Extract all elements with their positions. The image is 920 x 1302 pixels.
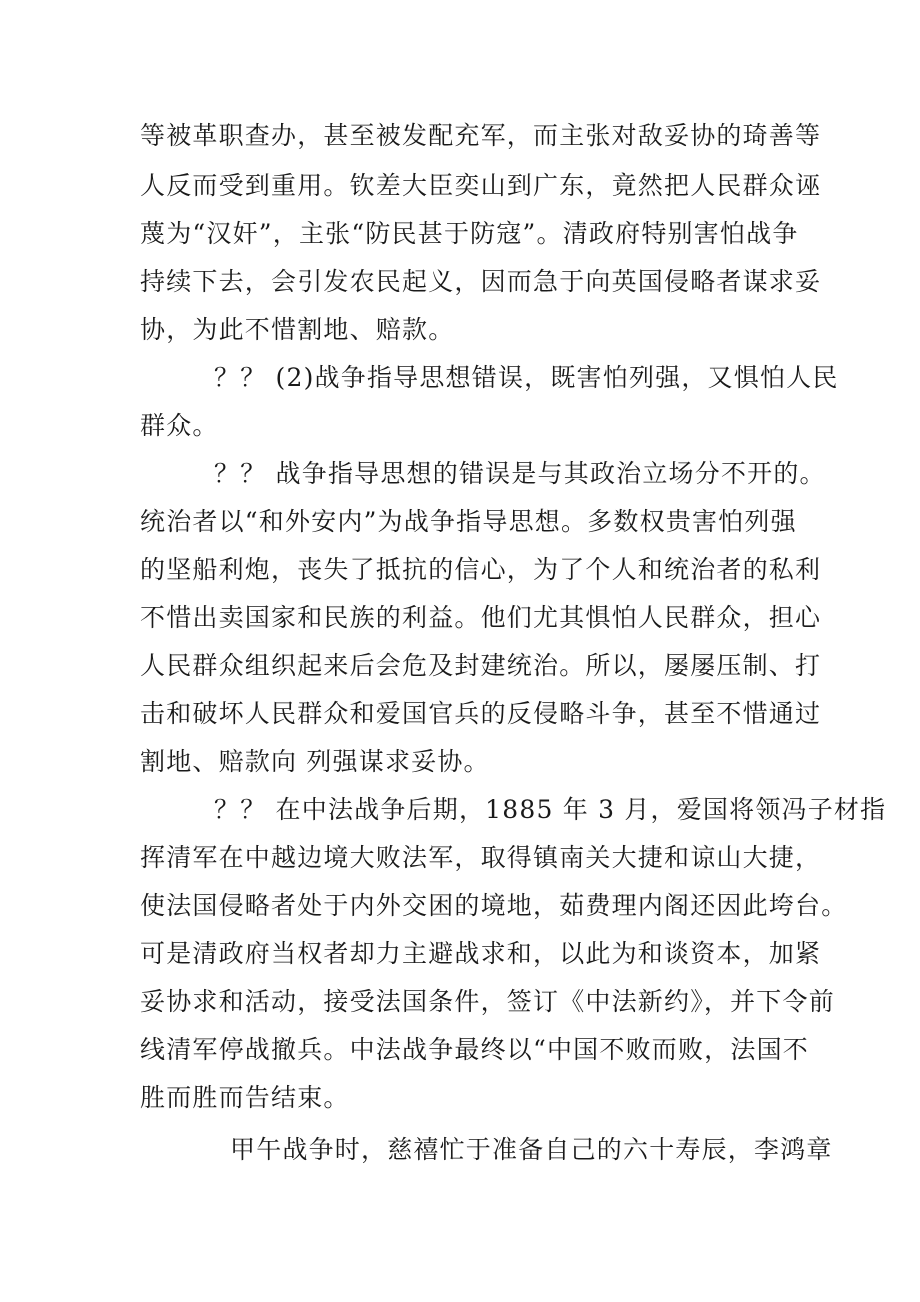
text-line-8: ？？ 战争指导思想的错误是与其政治立场分不开的。: [214, 459, 826, 488]
text-line-2: 人反而受到重用。钦差大臣奕山到广东，竟然把人民群众诬: [140, 171, 822, 200]
text-line-4: 持续下去，会引发农民起义，因而急于向英国侵略者谋求妥: [140, 267, 822, 296]
text-line-5: 协，为此不惜割地、赔款。: [140, 315, 455, 344]
text-line-18: 可是清政府当权者却力主避战求和，以此为和谈资本，加紧: [140, 939, 822, 968]
text-line-20: 线清军停战撤兵。中法战争最终以“中国不败而败，法国不: [140, 1035, 809, 1064]
text-line-9: 统治者以“和外安内”为战争指导思想。多数权贵害怕列强: [140, 507, 797, 536]
text-line-6: ？？ (2)战争指导思想错误，既害怕列强，又惧怕人民: [214, 363, 839, 392]
text-line-16: 挥清军在中越边境大败法军，取得镇南关大捷和谅山大捷，: [140, 843, 822, 872]
text-line-22: 甲午战争时，慈禧忙于准备自己的六十寿辰，李鸿章: [230, 1135, 833, 1164]
text-line-7: 群众。: [140, 411, 219, 440]
text-line-10: 的坚船利炮，丧失了抵抗的信心，为了个人和统治者的私利: [140, 555, 822, 584]
text-line-3: 蔑为“汉奸”，主张“防民甚于防寇”。清政府特别害怕战争: [140, 219, 799, 248]
text-line-1: 等被革职查办，甚至被发配充军，而主张对敌妥协的琦善等: [140, 121, 822, 150]
text-line-11: 不惜出卖国家和民族的利益。他们尤其惧怕人民群众，担心: [140, 603, 822, 632]
text-line-15: ？？ 在中法战争后期，1885 年 3 月，爱国将领冯子材指: [214, 795, 887, 824]
text-line-14: 割地、赔款向 列强谋求妥协。: [140, 747, 490, 776]
text-line-21: 胜而胜而告结束。: [140, 1083, 350, 1112]
text-line-12: 人民群众组织起来后会危及封建统治。所以，屡屡压制、打: [140, 651, 822, 680]
text-line-13: 击和破坏人民群众和爱国官兵的反侵略斗争，甚至不惜通过: [140, 699, 822, 728]
text-line-17: 使法国侵略者处于内外交困的境地，茹费理内阁还因此垮台。: [140, 891, 848, 920]
text-line-19: 妥协求和活动，接受法国条件，签订《中法新约》，并下令前: [140, 987, 835, 1016]
